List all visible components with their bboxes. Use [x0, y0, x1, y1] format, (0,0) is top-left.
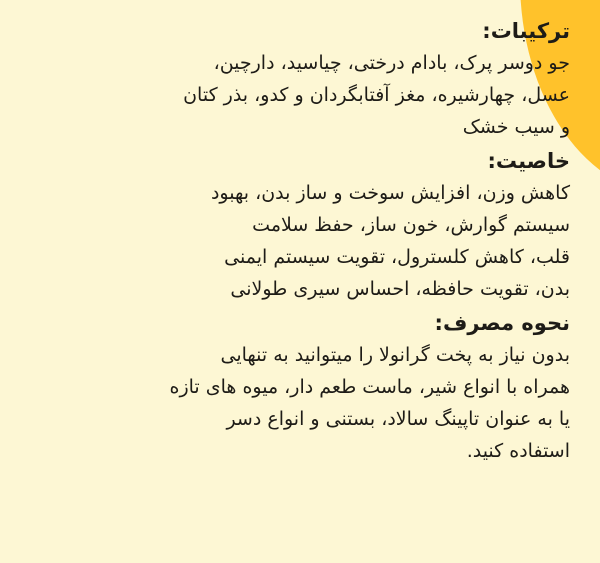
benefits-heading: خاصیت: — [487, 149, 570, 173]
usage-line: یا به عنوان تاپینگ سالاد، بستنی و انواع دسر — [226, 408, 570, 430]
usage-line: استفاده کنید. — [466, 440, 570, 462]
usage-line: همراه با انواع شیر، ماست طعم دار، میوه های تازه — [169, 376, 570, 398]
usage-heading: نحوه مصرف: — [434, 311, 570, 335]
benefits-line: قلب، کاهش کلسترول، تقویت سیستم ایمنی — [224, 246, 570, 268]
ingredients-line: و سیب خشک — [462, 116, 570, 138]
benefits-line: بدن، تقویت حافظه، احساس سیری طولانی — [230, 278, 570, 300]
usage-section — [30, 307, 570, 467]
benefits-line: سیستم گوارش، خون ساز، حفظ سلامت — [252, 214, 570, 236]
ingredients-line: جو دوسر پرک، بادام درختی، چیاسید، دارچین، — [213, 52, 570, 74]
ingredients-section — [30, 15, 570, 143]
ingredients-heading: ترکیبات: — [482, 19, 570, 43]
benefits-line: کاهش وزن، افزایش سوخت و ساز بدن، بهبود — [210, 182, 570, 204]
ingredients-line: عسل، چهارشیره، مغز آفتابگردان و کدو، بذر کتان — [183, 84, 570, 106]
product-description — [30, 15, 570, 469]
benefits-section — [30, 145, 570, 305]
usage-line: بدون نیاز به پخت گرانولا را میتوانید به تنهایی — [220, 344, 570, 366]
